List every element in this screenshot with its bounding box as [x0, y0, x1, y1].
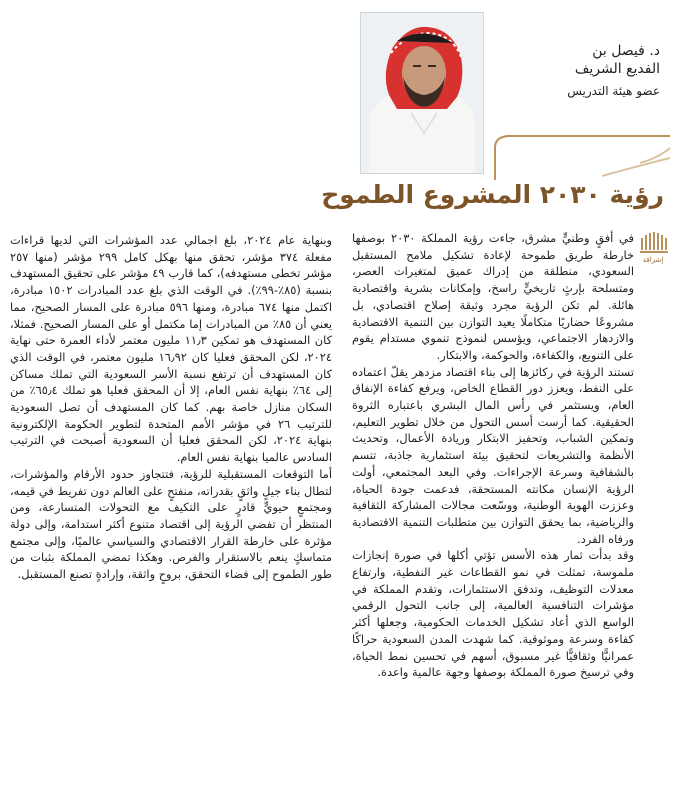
- article-column-right: [352, 230, 634, 795]
- column-logo: [638, 230, 668, 264]
- sunrise-logo-icon: [638, 230, 668, 256]
- paragraph: أما التوقعات المستقبلية للرؤية، فتتجاوز حدود الأرقام والمؤشرات، لتطال بناء جيلٍ واثقٍ بقدراته، منفتحٍ على العالم دون تفريط في قيمه، ومجتمعٍ حيويٍّ قادرٍ على التكيف مع التحولات المتسارعة، ومن المنتظر أن تفضي الرؤية إلى اقتصاد متنوع أكثر استدامة، وإلى دولة مؤثرة على خارطة القرار الاقتصادي والسياسي عالميًا، وإلى مجتمع متماسكٍ ينعم بالاستقرار والفرص. وهكذا تمضي المملكة بثبات من طور الطموح إلى فضاء التحقق، بروحٍ واثقة، وإرادةٍ تصنع المستقبل.: [10, 466, 332, 582]
- author-name-line2: الفديع الشريف: [574, 61, 660, 77]
- paragraph: في أفقٍ وطنيٍّ مشرق، جاءت رؤية المملكة ٢٠٣٠ بوصفها خارطة طريق طموحة لإعادة تشكيل ملامح المستقبل السعودي، منطلقة من إدراك عميق لمتغيرات العصر، ومتسلحة بإرثٍ تاريخيٍّ راسخ، وإمكانات بشرية واقتصادية هائلة. لم تكن الرؤية مجرد وثيقة إصلاح اقتصادي، بل مشروعًا حضاريًا متكاملًا يعيد التوازن بين التنمية الاقتصادية والازدهار الاجتماعي، ويؤسس لنموذج تنموي مستدام يقوم على التنويع، والكفاءة، والحوكمة، والابتكار.: [352, 231, 634, 362]
- paragraph: وقد بدأت ثمار هذه الأسس تؤتي أكلها في صورة إنجازات ملموسة، تمثلت في نمو القطاعات غير النفطية، وارتفاع معدلات التوظيف، وتدفق الاستثمارات، وتقدم المملكة في مؤشرات التنافسية العالمية، إلى جانب التحول الرقمي الواسع الذي أعاد تشكيل الخدمات الحكومية، وجعلها أكثر كفاءة وسرعة وموثوقية. كما شهدت المدن السعودية حراكًا عمرانيًّا وثقافيًّا غير مسبوق، أسهم في تحسين نمط الحياة، وفي ترسيخ صورة المملكة بوصفها وجهة عالمية واعدة.: [352, 548, 634, 680]
- author-portrait-icon: [361, 13, 483, 173]
- logo-caption: إشراقة: [642, 256, 664, 264]
- article-column-left: [10, 232, 332, 787]
- author-photo: [360, 12, 484, 174]
- article-title: رؤية ٢٠٣٠ المشروع الطموح: [321, 180, 664, 209]
- article-header: [321, 8, 670, 223]
- author-info: [490, 42, 660, 100]
- paragraph: وبنهاية عام ٢٠٢٤، بلغ اجمالي عدد المؤشرات التي لديها قراءات مفعلة ٣٧٤ مؤشر، تحقق منها بهكل كامل ٢٩٩ مؤشر (منها ٢٥٧ مؤشر تخطى مستهدفه)، كما قارب ٤٩ مؤشر على تحقيق المستهدف بنسبة (٨٥٪-٩٩٪). في الوقت الذي بلغ عدد المبادرات ١٥٠٢ مبادرة، اكتمل منها ٦٧٤ مبادرة، ومنها ٥٩٦ مبادرة على المسار الصحيح، مما يعني أن ٨٥٪ من المبادرات إما مكتمل أو على المسار الصحيح. فمثلا، كان المستهدف هو تمكين ١١٫٣ مليون معتمر لأداء العمرة حتى نهاية ٢٠٢٤، لكن المحقق فعليا كان ١٦٫٩٢ مليون معتمر، في الوقت الذي كان المستهدف أن ترتفع نسبة الأسر السعودية التي تملك مساكن إلى ٦٤٪ بنهاية نفس العام، إلا أن المحقق فعليا هو تملك ٦٥٫٤٪ من السكان منازل خاصة بهم. كما كان المستهدف أن تصل السعودية للترتيب ٢٦ في مؤشر الأمم المتحدة لتطوير الحكومة الإلكترونية بنهاية ٢٠٢٤، لكن المحقق فعليا أن السعودية أصبحت في الترتيب السادس عالميا بنهاية نفس العام.: [10, 233, 332, 465]
- paragraph: تستند الرؤية في ركائزها إلى بناء اقتصاد مزدهر يقلّ اعتماده على النفط، ويعزز دور القطاع الخاص، ويرفع كفاءة الإنفاق العام، ويستثمر في رأس المال البشري باعتباره الثروة الحقيقية. كما أرست أسس التحول من خلال تطوير التعليم، وتمكين الشباب، وتحفيز الابتكار وريادة الأعمال، وتحديث الأنظمة والتشريعات لتحقيق بيئة استثمارية جاذبة، تتسم بالشفافية وسرعة الإجراءات. وفي البعد المجتمعي، أولت الرؤية الإنسان مكانته المستحقة، فدعمت جودة الحياة، وعززت الهوية الوطنية، ووسّعت مجالات المشاركة الثقافية والرياضية، بما يحقق التوازن بين متطلبات التنمية الاقتصادية ورفاه الفرد.: [352, 364, 634, 546]
- author-name-line1: د. فيصل بن: [592, 43, 660, 59]
- author-role: عضو هيئة التدريس: [567, 84, 660, 98]
